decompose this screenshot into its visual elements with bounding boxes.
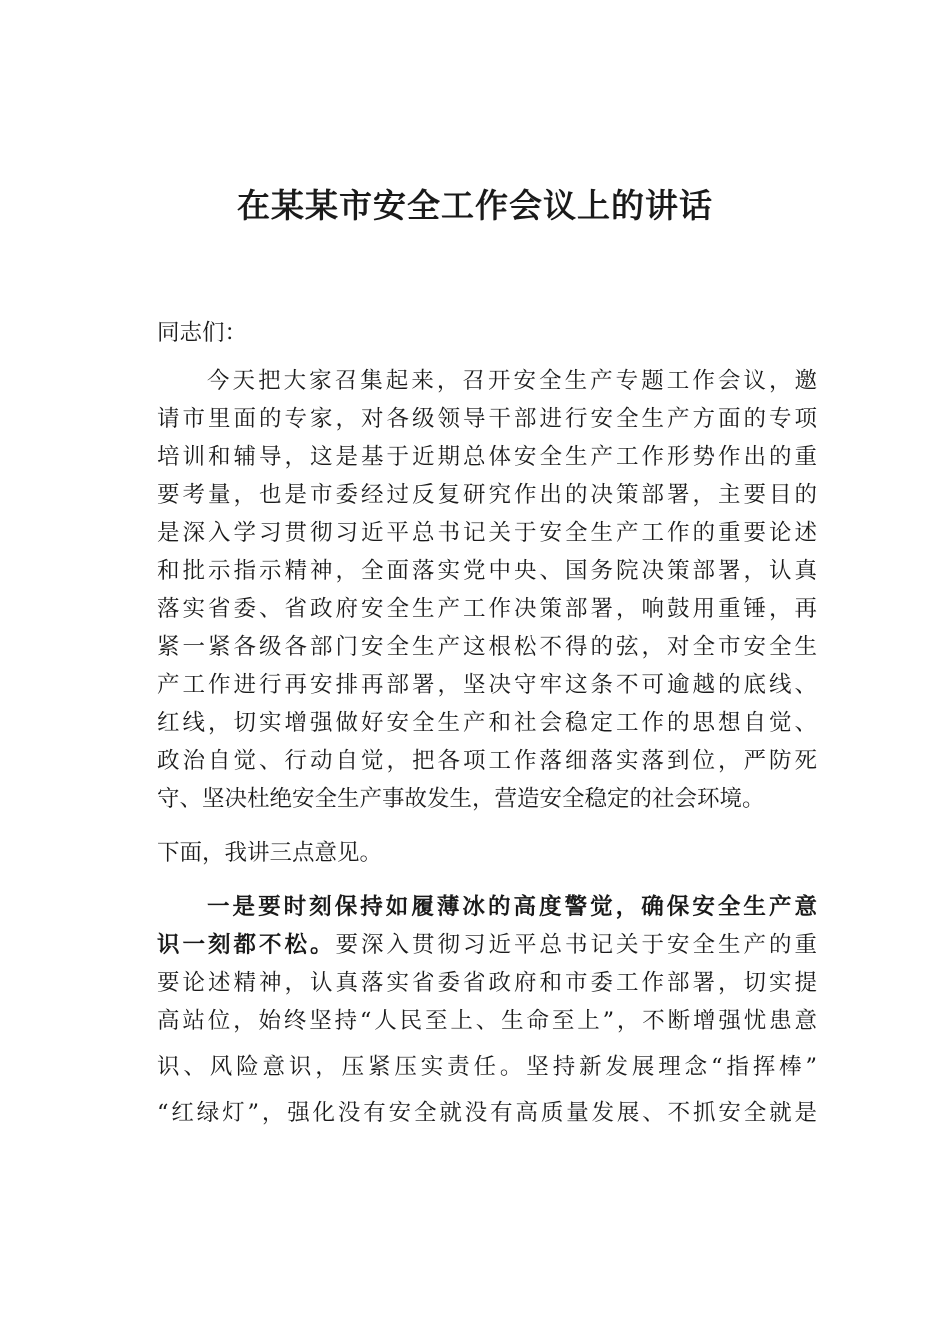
paragraph-line bbox=[157, 930, 817, 960]
salutation: 同志们： bbox=[157, 320, 248, 346]
point-one-text: 要深入贯彻习近平总书记关于安全生产的重 bbox=[335, 932, 817, 958]
paragraph-line: 请市里面的专家，对各级领导干部进行安全生产方面的专项 bbox=[157, 406, 817, 432]
paragraph-line: 守、坚决杜绝安全生产事故发生，营造安全稳定的社会环境。 bbox=[157, 786, 765, 812]
paragraph-line: 高站位，始终坚持“人民至上、生命至上”，不断增强忧患意 bbox=[157, 1008, 817, 1034]
paragraph-line: 是深入学习贯彻习近平总书记关于安全生产工作的重要论述 bbox=[157, 520, 817, 546]
paragraph-line: 要论述精神，认真落实省委省政府和市委工作部署，切实提 bbox=[157, 970, 817, 996]
paragraph-line: “红绿灯”，强化没有安全就没有高质量发展、不抓安全就是 bbox=[157, 1100, 817, 1126]
point-one-heading-end: 识一刻都不松。 bbox=[157, 932, 336, 958]
paragraph-line: 紧一紧各级各部门安全生产这根松不得的弦，对全市安全生 bbox=[157, 634, 817, 660]
paragraph-line: 培训和辅导，这是基于近期总体安全生产工作形势作出的重 bbox=[157, 444, 817, 470]
paragraph-line: 政治自觉、行动自觉，把各项工作落细落实落到位，严防死 bbox=[157, 748, 817, 774]
point-one-heading: 一是要时刻保持如履薄冰的高度警觉，确保安全生产意 bbox=[207, 894, 817, 920]
paragraph-line: 红线，切实增强做好安全生产和社会稳定工作的思想自觉、 bbox=[157, 710, 817, 736]
document-title: 在某某市安全工作会议上的讲话 bbox=[237, 186, 713, 225]
paragraph-line: 要考量，也是市委经过反复研究作出的决策部署，主要目的 bbox=[157, 482, 817, 508]
transition-line: 下面，我讲三点意见。 bbox=[157, 840, 383, 866]
paragraph-line: 落实省委、省政府安全生产工作决策部署，响鼓用重锤，再 bbox=[157, 596, 817, 622]
paragraph-line: 今天把大家召集起来，召开安全生产专题工作会议，邀 bbox=[207, 368, 817, 394]
paragraph-line: 识、风险意识，压紧压实责任。坚持新发展理念“指挥棒” bbox=[157, 1054, 817, 1080]
paragraph-line: 和批示指示精神，全面落实党中央、国务院决策部署，认真 bbox=[157, 558, 817, 584]
paragraph-line: 产工作进行再安排再部署，坚决守牢这条不可逾越的底线、 bbox=[157, 672, 817, 698]
